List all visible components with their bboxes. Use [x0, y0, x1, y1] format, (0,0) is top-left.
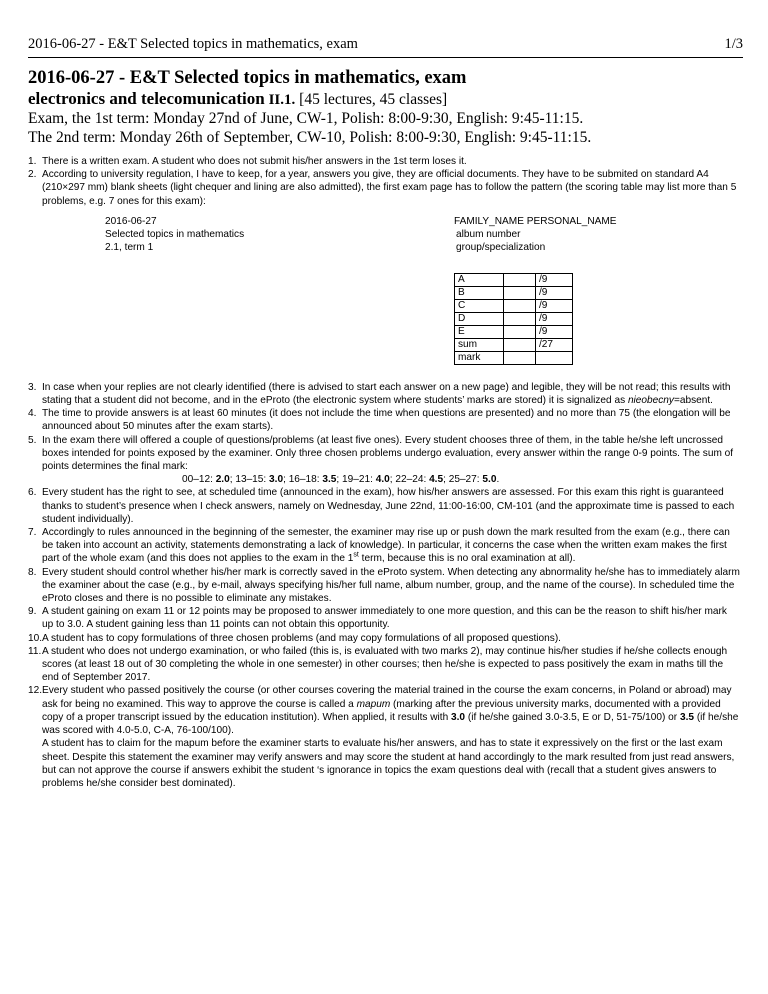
problem-label: A	[455, 273, 504, 286]
scoring-row	[455, 286, 573, 299]
first-page-pattern	[28, 215, 740, 377]
rules-list	[28, 155, 740, 790]
rule-8-text: Every student should control whether his/her mark is correctly saved in the eProto system. When detecting any abnormality he/she has to immediately alarm the examiner about the case (e.g., by e-mail, always specifying his/her full name, album number, group, and the name of the course). In scheduled time the eProto closes and there is no possible to eliminate any mistakes.	[42, 566, 740, 605]
pattern-group: group/specialization	[456, 242, 546, 254]
rule-5: 5. In the exam there will offered a couple of questions/problems (at least five ones). Every student chooses three of them, in the table he/she left uncrossed boxes intended for points exposed by the examiner. Only three chosen problems undergo evaluation, every answer within the range 0-9 points. The sum of points determines the final mark: 00–12: 2.0; 13–15: 3.0; 16–18: 3.5; 19–21: 4.0; 22–24: 4.5; 25–27: 5.0.	[28, 434, 740, 487]
rule-10: 10. A student has to copy formulations of three chosen problems (and may copy formulations of all proposed questions).	[28, 632, 561, 644]
pattern-term: 2.1, term 1	[105, 242, 154, 254]
scoring-row	[455, 351, 573, 364]
scoring-row	[455, 273, 573, 286]
problem-label: sum	[455, 338, 504, 351]
rule-2-text: According to university regulation, I have to keep, for a year, answers you give, they are official documents. They have to be submited on standard A4 (210×297 mm) blank sheets (light chequer and lining are also admitted), the first exam page has to follow the pattern (the scoring table may list more than 5 problems, e.g. 7 ones for this exam):	[42, 169, 737, 207]
rule-11: 11. A student who does not undergo examination, or who failed (this is, is evaluated with two marks 2), may continue his/her studies if he/she collects enough scores (at least 18 out of 30 completing the whole in one semester) in other courses; then he/she is expected to pass positively the exam in maths till the end of September 2017.	[28, 645, 728, 684]
rule-3-term: nieobecny	[627, 395, 674, 407]
points-box	[504, 299, 536, 312]
document-title: 2016-06-27 - E&T Selected topics in mathematics, exam	[28, 68, 467, 88]
points-box	[504, 338, 536, 351]
points-box	[504, 312, 536, 325]
grading-scale: 00–12: 2.0; 13–15: 3.0; 16–18: 3.5; 19–21: 4.0; 22–24: 4.5; 25–27: 5.0.	[182, 474, 500, 486]
rule-6: 6. Every student has the right to see, at scheduled time (announced in the exam), how his/her answers are assessed. For this exam this right is guaranteed thanks to student’s presence when I check answers, namely on Wednesday, June 22nd, 11:00-16:00, CM-101 (and the approximate time is passed to each student individually).	[28, 487, 735, 525]
rule-9: 9. A student gaining on exam 11 or 12 points may be proposed to answer immediately to one more question, and this can be the reason to shift his/her mark up to 3.0. A student gaining less than 11 points can not obtain this opportunity.	[28, 606, 727, 631]
running-header-title: 2016-06-27 - E&T Selected topics in mathematics, exam	[28, 36, 358, 52]
grade-mark: 3.0	[269, 474, 284, 486]
term-1: Exam, the 1st term: Monday 27nd of June, CW-1, Polish: 8:00-9:30, English: 9:45-11:15.	[28, 110, 584, 127]
max-points: /9	[536, 299, 573, 312]
rule-9-text: A student gaining on exam 11 or 12 points may be proposed to answer immediately to one more question, and this can be the reason to shift his/her mark up to 3.0. A student gaining less than 11 points can not obtain this opportunity.	[42, 606, 727, 631]
max-points: /9	[536, 273, 573, 286]
program-name: electronics and telecomunication	[28, 89, 265, 108]
rule-1: 1. There is a written exam. A student who does not submit his/her answers in the 1st term loses it.	[28, 156, 467, 167]
rule-1-text: There is a written exam. A student who does not submit his/her answers in the 1st term loses it.	[42, 156, 467, 167]
scoring-row	[455, 338, 573, 351]
running-header	[28, 36, 743, 58]
rule-4-text: The time to provide answers is at least 60 minutes (it does not include the time when questions are presented) and no more than 75 (the elongation will be announced about 50 minutes after the exam starts).	[42, 408, 731, 433]
rule-7-text: Accordingly to rules announced in the beginning of the semester, the examiner may rise up or push down the mark resulted from the exam (e.g., there can be taken into account an activity, statements demonstrating a lack of knowledge). In particular, it concerns the case when the written exam makes the first part of the whole exam (and this does not applies to the exam in the 1	[42, 527, 730, 565]
pattern-left-block	[105, 215, 244, 255]
max-points: /9	[536, 325, 573, 338]
max-points: /27	[536, 338, 573, 351]
rule-7: 7. Accordingly to rules announced in the beginning of the semester, the examiner may rise up or push down the mark resulted from the exam (e.g., there can be taken into account an activity, statements demonstrating a lack of knowledge). In particular, it concerns the case when the written exam makes the first part of the whole exam (and this does not applies to the exam in the 1st term, because this is no oral examination at all).	[28, 527, 730, 565]
scoring-row	[455, 325, 573, 338]
grade-mark: 2.0	[215, 474, 230, 486]
course-subtitle	[28, 89, 748, 110]
grade-mark: 4.5	[429, 474, 444, 486]
scoring-table	[454, 273, 573, 365]
problem-label: B	[455, 286, 504, 299]
rule-5-text: In the exam there will offered a couple of questions/problems (at least five ones). Every student chooses three of them, in the table he/she left uncrossed boxes intended for points exposed by the examiner. Only three chosen problems undergo evaluation, every answer within the range 0-9 points. The sum of points determines the final mark:	[42, 434, 734, 473]
max-points: /9	[536, 286, 573, 299]
rule-12-text: Every student who passed positively the course (or other courses covering the material trained in the course the exam concerns, in Poland or abroad) may ask for being no examined. This way to approve the course is called a	[42, 685, 732, 710]
grade-mark: 4.0	[375, 474, 390, 486]
rule-3: 3. In case when your replies are not clearly identified (there is advised to start each answer on a new page) and legible, they will be not read; this results with stating that a student did not become, and in the eProto (the electronic system where students’ marks are stored) it is signalized as nieobecny=absent.	[28, 381, 731, 407]
rule-4: 4. The time to provide answers is at least 60 minutes (it does not include the time when questions are presented) and no more than 75 (the elongation will be announced about 50 minutes after the exam starts).	[28, 408, 731, 433]
rule-12-term: mapum	[356, 698, 391, 710]
rule-8: 8. Every student should control whether his/her mark is correctly saved in the eProto system. When detecting any abnormality he/she has to immediately alarm the examiner about the case (e.g., by e-mail, always specifying his/her full name, album number, group, and the name of the course). In scheduled time the eProto closes and there is no possible to eliminate any mistakes.	[28, 566, 740, 605]
rule-11-text: A student who does not undergo examination, or who failed (this is, is evaluated with two marks 2), may continue his/her studies if he/she collects enough scores (at least 18 out of 30 completing the whole in one semester) in other courses; then he/she is expected to pass positively the exam in maths till the end of September 2017.	[42, 645, 728, 684]
pattern-name: FAMILY_NAME PERSONAL_NAME	[454, 215, 617, 227]
page-number: 1/3	[724, 36, 743, 52]
points-box	[504, 325, 536, 338]
rule-3-text: In case when your replies are not clearly identified (there is advised to start each answer on a new page) and legible, they will be not read; this results with stating that a student did not become, and in the eProto (the electronic system where students’ marks are stored) it is signalized as	[42, 381, 731, 407]
pattern-album: album number	[456, 229, 521, 241]
grade-mark: 5.0	[482, 474, 497, 486]
pattern-right-block	[454, 215, 616, 255]
program-code: II.1.	[268, 92, 296, 108]
rule-12-paragraph-2: A student has to claim for the mapum before the examiner starts to evaluate his/her answers, and has to state it expressively on the first or the last exam sheet. Despite this statement the examiner may verify answers and may score the student at hand accordingly to the mark resulted from just read answers, but can not approve the course if answers exhibit the student ‘s ignorance in topics the exam questions deal with (recall that a student gives answers to problems he/she consider best dominated).	[42, 738, 735, 789]
course-hours: [45 lectures, 45 classes]	[299, 91, 448, 108]
max-points: /9	[536, 312, 573, 325]
term-2: The 2nd term: Monday 26th of September, CW-10, Polish: 8:00-9:30, English: 9:45-11:15.	[28, 129, 592, 146]
scoring-row	[455, 312, 573, 325]
pattern-date: 2016-06-27	[105, 215, 157, 227]
rule-6-text: Every student has the right to see, at scheduled time (announced in the exam), how his/her answers are assessed. For this exam this right is guaranteed thanks to student’s presence when I check answers, namely on Wednesday, June 22nd, 11:00-16:00, CM-101 (and the approximate time is passed to each student individually).	[42, 487, 735, 525]
grade-mark: 3.5	[322, 474, 337, 486]
exam-terms	[28, 109, 748, 147]
scoring-row	[455, 299, 573, 312]
points-box	[504, 273, 536, 286]
rule-2: 2. According to university regulation, I have to keep, for a year, answers you give, they are official documents. They have to be submited on standard A4 (210×297 mm) blank sheets (light chequer and lining are also admitted), the first exam page has to follow the pattern (the scoring table may list more than 5 problems, e.g. 7 ones for this exam):	[28, 169, 737, 207]
rule-10-text: A student has to copy formulations of three chosen problems (and may copy formulations of all proposed questions).	[42, 632, 561, 644]
problem-label: mark	[455, 351, 504, 364]
rule-12: 12. Every student who passed positively the course (or other courses covering the material trained in the course the exam concerns, in Poland or abroad) may ask for being no examined. This way to approve the course is called a mapum (marking after the previous university marks, documented with a provided copy of a proper transcript issued by the education institution). When applied, it results with 3.0 (if he/she gained 3.0-3.5, E or D, 51-75/100) or 3.5 (if he/she was scored with 4.0-5.0, C-A, 76-100/100). A student has to claim for the mapum before the examiner starts to evaluate his/her answers, and has to state it expressively on the first or the last exam sheet. Despite this statement the examiner may verify answers and may score the student at hand accordingly to the mark resulted from just read answers, but can not approve the course if answers exhibit the student ‘s ignorance in topics the exam questions deal with (recall that a student gives answers to problems he/she consider best dominated).	[28, 685, 739, 789]
problem-label: E	[455, 325, 504, 338]
points-box	[504, 351, 536, 364]
pattern-course: Selected topics in mathematics	[105, 229, 245, 241]
max-points	[536, 351, 573, 364]
points-box	[504, 286, 536, 299]
problem-label: D	[455, 312, 504, 325]
rule-3-text-end: =absent.	[673, 395, 713, 407]
rule-7-text-end: term, because this is no oral examination at all).	[358, 553, 576, 565]
problem-label: C	[455, 299, 504, 312]
